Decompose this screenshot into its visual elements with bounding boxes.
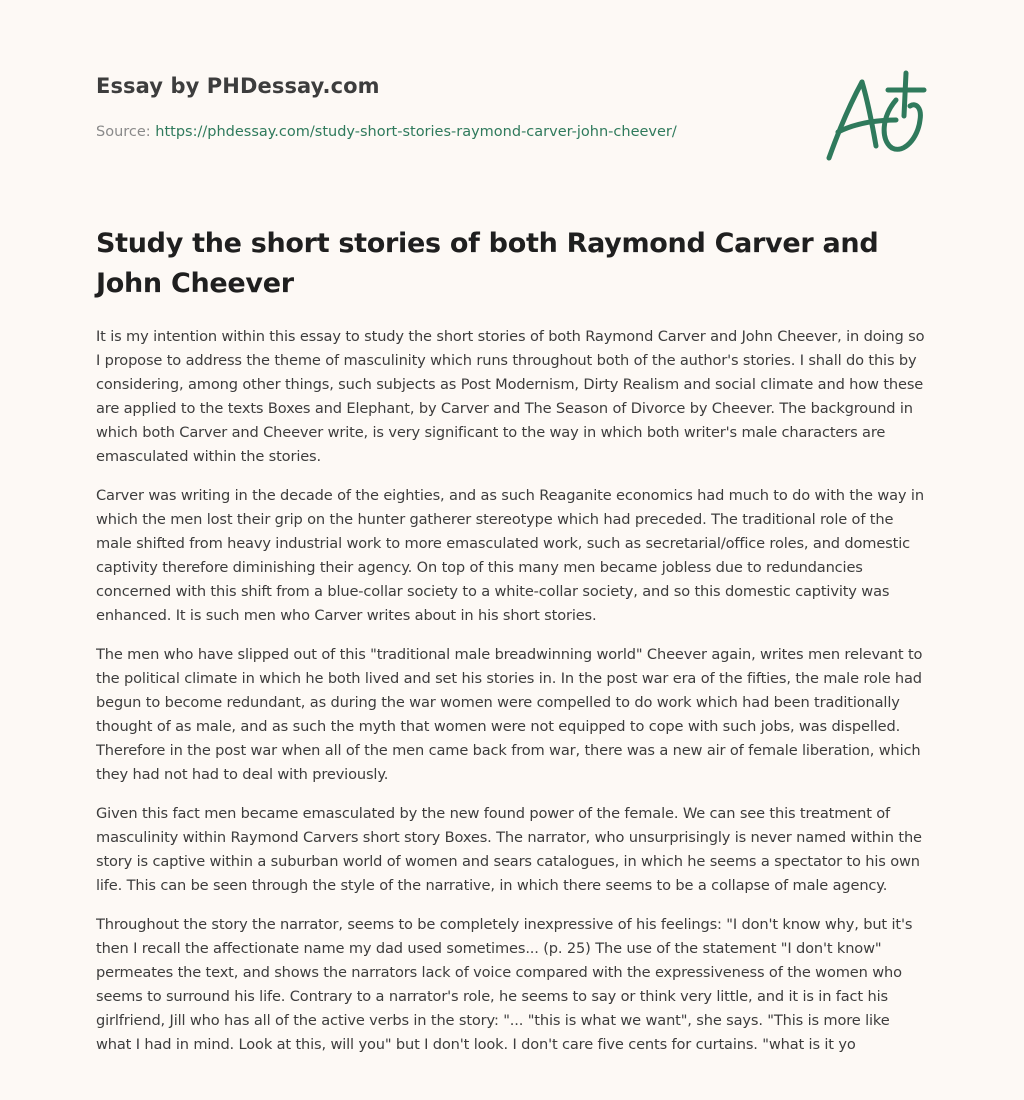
site-brand[interactable]: Essay by PHDessay.com bbox=[96, 74, 380, 98]
source-label: Source: bbox=[96, 124, 151, 140]
page-header bbox=[96, 0, 928, 200]
paragraph: The men who have slipped out of this "traditional male breadwinning world" Cheever again, writes men relevant to the political climate in which he both lived and set his stories in. In the post war era of the fifties, the male role had begun to become redundant, as during the war women were compelled to do work which had been traditionally thought of as male, and as such the myth that women were not equipped to cope with such jobs, was dispelled. Therefore in the post war when all of the men came back from war, there was a new air of female liberation, which they had not had to deal with previously. bbox=[96, 646, 923, 783]
paragraph: Carver was writing in the decade of the eighties, and as such Reaganite economics had much to do with the way in which the men lost their grip on the hunter gatherer stereotype which had preceded. The traditional role of the male shifted from heavy industrial work to more emasculated work, such as secretarial/office roles, and domestic captivity therefore diminishing their agency. On top of this many men became jobless due to redundancies concerned with this shift from a blue-collar society to a white-collar society, and so this domestic captivity was enhanced. It is such men who Carver writes about in his short stories. bbox=[96, 487, 924, 624]
source-line bbox=[96, 124, 677, 140]
paragraph: Throughout the story the narrator, seems to be completely inexpressive of his feelings: "I don't know why, but it's then I recall the affectionate name my dad used sometimes... (p. 25) The use of the statement "I don't know" permeates the text, and shows the narrators lack of voice compared with the expressiveness of the women who seems to surround his life. Contrary to a narrator's role, he seems to say or think very little, and it is in fact his girlfriend, Jill who has all of the active verbs in the story: "... "this is what we want", she says. "This is more like what I had in mind. Look at this, will you" but I don't look. I don't care five cents for curtains. "what is it yo bbox=[96, 916, 913, 1053]
page-title: Study the short stories of both Raymond Carver and John Cheever bbox=[96, 228, 879, 299]
source-link[interactable]: https://phdessay.com/study-short-stories-raymond-carver-john-cheever/ bbox=[155, 124, 677, 140]
a-plus-logo-icon bbox=[824, 68, 928, 168]
article-body bbox=[96, 325, 928, 1100]
paragraph: It is my intention within this essay to study the short stories of both Raymond Carver and John Cheever, in doing so I propose to address the theme of masculinity which runs throughout both of the author's stories. I shall do this by considering, among other things, such subjects as Post Modernism, Dirty Realism and social climate and how these are applied to the texts Boxes and Elephant, by Carver and The Season of Divorce by Cheever. The background in which both Carver and Cheever write, is very significant to the way in which both writer's male characters are emasculated within the stories. bbox=[96, 328, 925, 465]
paragraph: Given this fact men became emasculated by the new found power of the female. We can see this treatment of masculinity within Raymond Carvers short story Boxes. The narrator, who unsurprisingly is never named within the story is captive within a suburban world of women and sears catalogues, in which he seems a spectator to his own life. This can be seen through the style of the narrative, in which there seems to be a collapse of male agency. bbox=[96, 805, 922, 894]
